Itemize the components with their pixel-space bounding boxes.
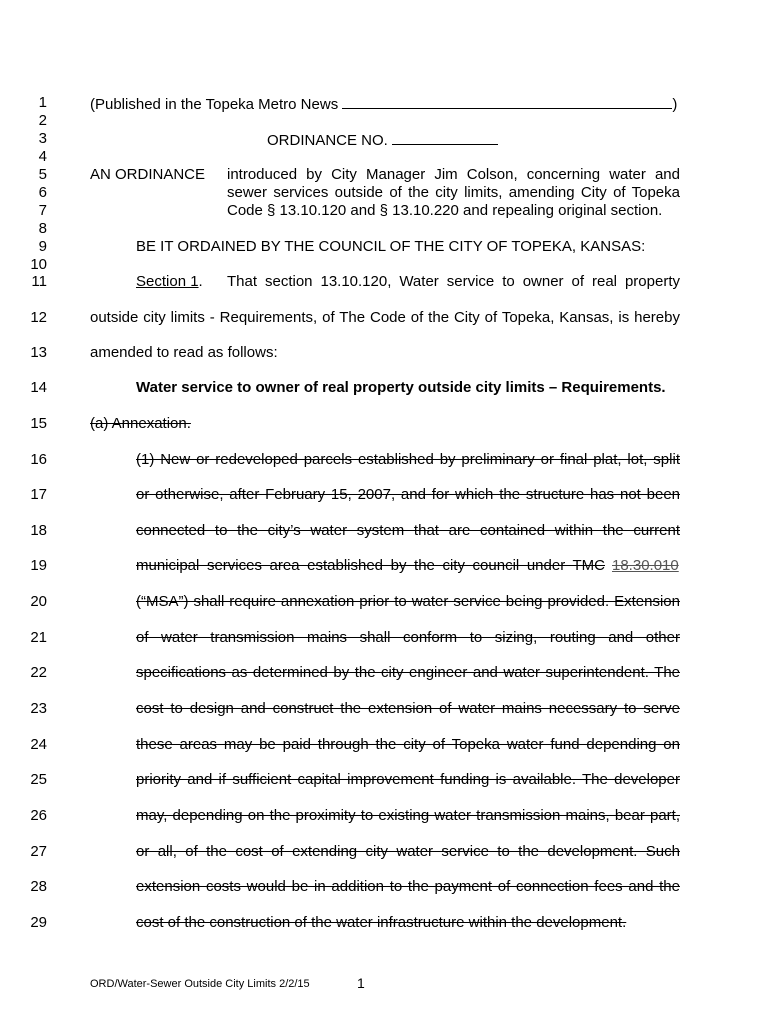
line-number: 19	[30, 557, 47, 574]
line-number: 16	[30, 451, 47, 468]
line-number: 8	[38, 220, 47, 237]
publication-notice	[90, 94, 677, 114]
line-number: 2	[38, 112, 47, 129]
section-1-label-wrap	[136, 273, 203, 291]
line-number: 22	[30, 664, 47, 681]
line-number: 28	[30, 878, 47, 895]
section-1-line-1: That section 13.10.120, Water service to owner of real property	[227, 273, 680, 290]
line-number: 5	[38, 166, 47, 183]
struck-line-25: priority and if sufficient capital improvement funding is available. The developer	[136, 771, 680, 788]
struck-line-22: specifications as determined by the city engineer and water superintendent. The	[136, 664, 680, 681]
struck-line-18: connected to the city’s water system that are contained within the current	[136, 522, 680, 539]
line-number: 26	[30, 807, 47, 824]
line-number: 29	[30, 914, 47, 931]
line-number: 18	[30, 522, 47, 539]
line-number: 9	[38, 238, 47, 255]
tmc-link-text[interactable]: 18.30.010	[612, 557, 679, 574]
line-number: 7	[38, 202, 47, 219]
publication-close: )	[672, 96, 678, 113]
section-1-label: Section 1	[136, 273, 199, 290]
line-number: 3	[38, 130, 47, 147]
publication-text: (Published in the Topeka Metro News	[90, 96, 339, 113]
line-number: 1	[38, 94, 47, 111]
tmc-link[interactable]	[612, 557, 679, 575]
struck-line-29: cost of the construction of the water infrastructure within the development.	[136, 914, 627, 931]
section-1-label-period: .	[198, 273, 203, 290]
line-number: 14	[30, 379, 47, 396]
section-1-line-2: outside city limits - Requirements, of The Code of the City of Topeka, Kansas, is hereby	[90, 309, 680, 326]
struck-line-21: of water transmission mains shall conform to sizing, routing and other	[136, 629, 680, 646]
intro-line-2: sewer services outside of the city limits, amending City of Topeka	[227, 184, 680, 201]
struck-line-27: or all, of the cost of extending city water service to the development. Such	[136, 843, 680, 860]
line-number: 21	[30, 629, 47, 646]
line-number: 12	[30, 309, 47, 326]
page-number: 1	[357, 975, 365, 991]
line-number: 13	[30, 344, 47, 361]
line-number: 4	[38, 148, 47, 165]
line-number: 24	[30, 736, 47, 753]
struck-line-24: these areas may be paid through the city of Topeka water fund depending on	[136, 736, 680, 753]
line-number: 11	[31, 273, 47, 290]
publication-blank	[342, 94, 672, 109]
line-number: 27	[30, 843, 47, 860]
ordinance-number-label: ORDINANCE NO.	[267, 132, 388, 149]
enacting-clause: BE IT ORDAINED BY THE COUNCIL OF THE CITY OF TOPEKA, KANSAS:	[136, 238, 646, 255]
footer-label: ORD/Water-Sewer Outside City Limits 2/2/15	[90, 978, 310, 990]
line-number: 23	[30, 700, 47, 717]
intro-line-1: introduced by City Manager Jim Colson, concerning water and	[227, 166, 680, 183]
struck-line-20: (“MSA”) shall require annexation prior to water service being provided. Extension	[136, 593, 680, 610]
section-heading: Water service to owner of real property outside city limits – Requirements.	[136, 379, 666, 396]
struck-line-26: may, depending on the proximity to existing water transmission mains, bear part,	[136, 807, 680, 824]
intro-label: AN ORDINANCE	[90, 166, 206, 183]
line-number: 6	[38, 184, 47, 201]
struck-line-19: municipal services area established by the city council under TMC	[136, 557, 605, 574]
ordinance-number	[267, 130, 498, 150]
intro-line-3: Code § 13.10.120 and § 13.10.220 and repealing original section.	[227, 202, 663, 219]
struck-line-17: or otherwise, after February 15, 2007, and for which the structure has not been	[136, 486, 680, 503]
subsection-a-heading: (a) Annexation.	[90, 415, 191, 432]
line-number: 17	[30, 486, 47, 503]
line-number: 15	[30, 415, 47, 432]
line-number: 25	[30, 771, 47, 788]
struck-line-23: cost to design and construct the extension of water mains necessary to serve	[136, 700, 680, 717]
line-number: 10	[30, 256, 47, 273]
section-1-line-3: amended to read as follows:	[90, 344, 278, 361]
struck-line-28: extension costs would be in addition to the payment of connection fees and the	[136, 878, 680, 895]
line-number: 20	[30, 593, 47, 610]
struck-line-16: (1) New or redeveloped parcels established by preliminary or final plat, lot, split	[136, 451, 680, 468]
ordinance-number-blank	[392, 130, 498, 145]
